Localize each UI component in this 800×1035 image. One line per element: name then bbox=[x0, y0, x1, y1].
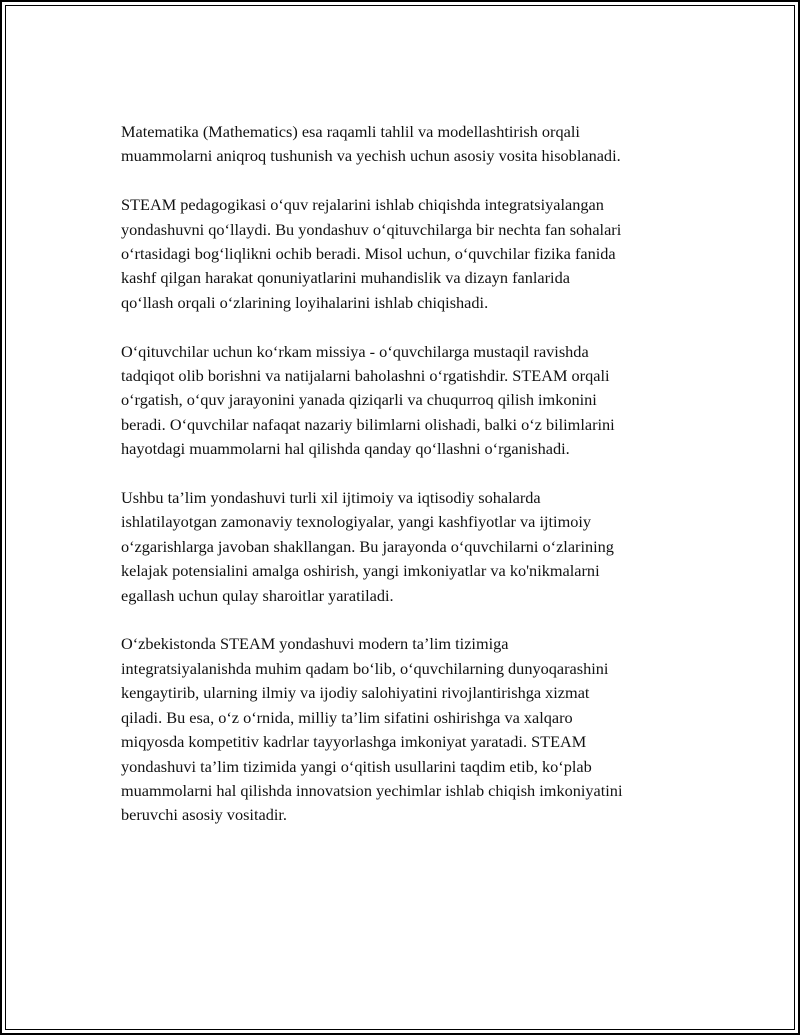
paragraph-mathematics bbox=[121, 120, 699, 169]
text-line: egallash uchun qulay sharoitlar yaratiladi. bbox=[121, 585, 394, 605]
text-line: miqyosda kompetitiv kadrlar tayyorlashga imkoniyat yaratadi. STEAM bbox=[121, 732, 587, 752]
paragraph-uzbekistan-steam bbox=[121, 632, 699, 827]
text-line: o‘rgatish, o‘quv jarayonini yanada qiziqarli va chuqurroq qilish imkonini bbox=[121, 390, 597, 410]
text-line: qo‘llash orqali o‘zlarining loyihalarini ishlab chiqishadi. bbox=[121, 292, 489, 312]
paragraph-steam-pedagogy bbox=[121, 193, 699, 315]
paragraph-education-approach bbox=[121, 486, 699, 608]
text-line: integratsiyalanishda muhim qadam bo‘lib, o‘quvchilarning dunyoqarashini bbox=[121, 658, 609, 678]
text-line: yondashuvi ta’lim tizimida yangi o‘qitish usullarini taqdim etib, ko‘plab bbox=[121, 756, 592, 776]
text-line: Ushbu ta’lim yondashuvi turli xil ijtimoiy va iqtisodiy sohalarda bbox=[121, 488, 541, 508]
text-line: Matematika (Mathematics) esa raqamli tahlil va modellashtirish orqali bbox=[121, 122, 580, 141]
text-line: o‘rtasidagi bog‘liqlikni ochib beradi. Misol uchun, o‘quvchilar fizika fanida bbox=[121, 244, 616, 264]
text-line: kelajak potensialini amalga oshirish, yangi imkoniyatlar va ko'nikmalarni bbox=[121, 561, 600, 581]
text-line: O‘qituvchilar uchun ko‘rkam missiya - o‘quvchilarga mustaqil ravishda bbox=[121, 341, 589, 361]
text-line: kashf qilgan harakat qonuniyatlarini muhandislik va dizayn fanlarida bbox=[121, 268, 570, 288]
text-line: yondashuvni qo‘llaydi. Bu yondashuv o‘qituvchilarga bir nechta fan sohalari bbox=[121, 219, 622, 239]
text-line: tadqiqot olib borishni va natijalarni baholashni o‘rgatishdir. STEAM orqali bbox=[121, 366, 610, 386]
text-line: hayotdagi muammolarni hal qilishda qanday qo‘llashni o‘rganishadi. bbox=[121, 439, 570, 459]
text-line: o‘zgarishlarga javoban shakllangan. Bu jarayonda o‘quvchilarni o‘zlarining bbox=[121, 536, 614, 556]
document-body bbox=[121, 120, 699, 828]
text-line: STEAM pedagogikasi o‘quv rejalarini ishlab chiqishda integratsiyalangan bbox=[121, 195, 604, 215]
text-line: kengaytirib, ularning ilmiy va ijodiy salohiyatini rivojlantirishga xizmat bbox=[121, 683, 590, 703]
text-line: O‘zbekistonda STEAM yondashuvi modern ta’lim tizimiga bbox=[121, 634, 509, 654]
text-line: qiladi. Bu esa, o‘z o‘rnida, milliy ta’lim sifatini oshirishga va xalqaro bbox=[121, 707, 573, 727]
text-line: beradi. O‘quvchilar nafaqat nazariy bilimlarni olishadi, balki o‘z bilimlarini bbox=[121, 414, 615, 434]
text-line: ishlatilayotgan zamonaviy texnologiyalar, yangi kashfiyotlar va ijtimoiy bbox=[121, 512, 592, 532]
text-line: muammolarni aniqroq tushunish va yechish uchun asosiy vosita hisoblanadi. bbox=[121, 146, 621, 166]
text-line: beruvchi asosiy vositadir. bbox=[121, 805, 287, 825]
text-line: muammolarni hal qilishda innovatsion yechimlar ishlab chiqish imkoniyatini bbox=[121, 780, 623, 800]
paragraph-teacher-mission bbox=[121, 340, 699, 462]
